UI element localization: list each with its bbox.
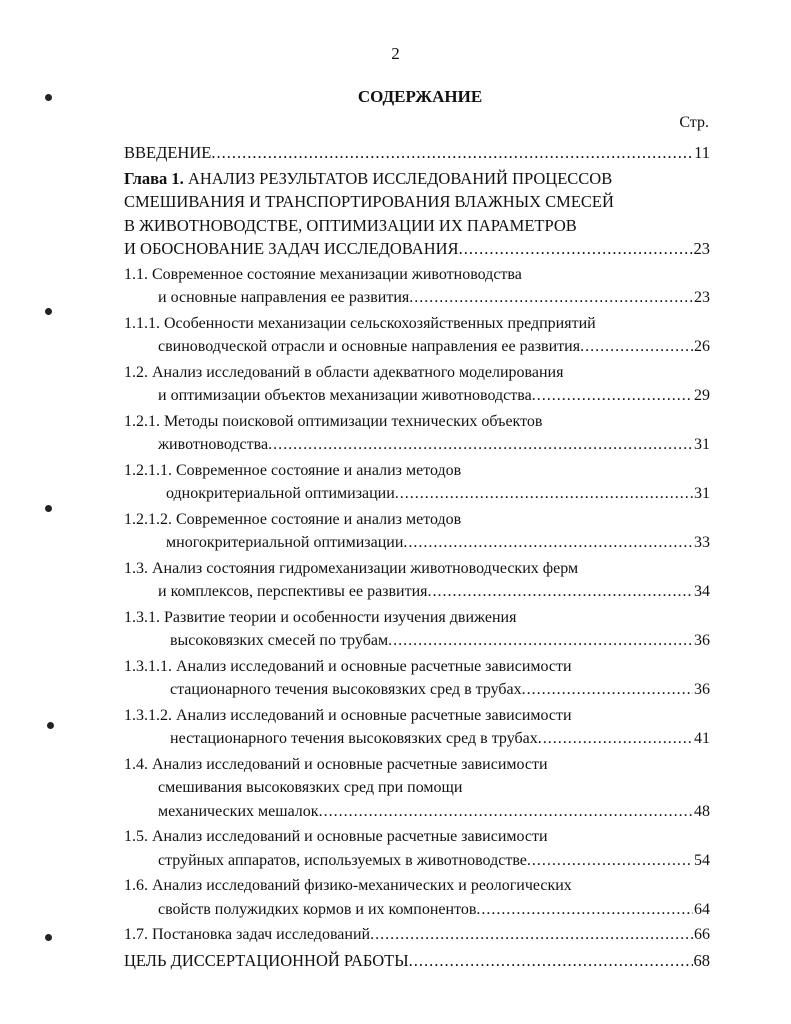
page-title: СОДЕРЖАНИЕ xyxy=(357,87,483,106)
dot-leader xyxy=(527,849,693,873)
dot-leader xyxy=(459,237,693,261)
dot-leader xyxy=(476,898,693,922)
dot-leader xyxy=(211,141,693,165)
toc-entry xyxy=(124,704,710,751)
dot-leader xyxy=(428,580,693,604)
toc-entry xyxy=(124,312,710,359)
toc-entry-text: 1.2.1.2. Современное состояние и анализ методов xyxy=(124,510,462,528)
dot-leader xyxy=(538,727,693,751)
scan-hole-mark xyxy=(45,94,52,101)
toc-page-number: 36 xyxy=(694,632,710,649)
page-number: 2 xyxy=(391,44,400,63)
toc-page-number: 36 xyxy=(694,681,710,698)
dot-leader xyxy=(319,800,693,824)
toc-entry-text: смешивания высоковязких сред при помощи xyxy=(158,779,463,796)
toc-page-number: 33 xyxy=(694,534,710,551)
toc-page-number: 41 xyxy=(694,730,710,747)
toc-entry-text xyxy=(124,169,612,188)
toc-entry xyxy=(124,141,710,165)
toc-entry-text: ВВЕДЕНИЕ xyxy=(124,143,212,162)
toc-entry-text: И ОБОСНОВАНИЕ ЗАДАЧ ИССЛЕДОВАНИЯ xyxy=(124,239,459,258)
table-of-contents xyxy=(124,141,710,974)
scan-hole-mark xyxy=(47,722,54,729)
toc-entry xyxy=(124,361,710,408)
toc-entry-text: 1.2.1. Методы поисковой оптимизации технических объектов xyxy=(124,412,543,430)
toc-page-number: 26 xyxy=(694,338,710,355)
scan-hole-mark xyxy=(45,934,52,941)
toc-entry-text: струйных аппаратов, используемых в животноводстве xyxy=(158,851,527,869)
toc-entry-text: 1.2.1.1. Современное состояние и анализ методов xyxy=(124,461,462,479)
toc-entry-text: и основные направления ее развития xyxy=(158,289,410,306)
dot-leader xyxy=(409,286,693,310)
toc-page-number: 31 xyxy=(694,485,710,502)
dot-leader xyxy=(403,531,693,555)
scan-hole-mark xyxy=(45,505,52,512)
toc-entry-text: 1.3.1.2. Анализ исследований и основные расчетные зависимости xyxy=(124,706,572,724)
toc-entry-text: 1.1.1. Особенности механизации сельскохозяйственных предприятий xyxy=(124,314,596,332)
toc-entry-text: нестационарного течения высоковязких сред в трубах xyxy=(170,730,538,747)
toc-page-number: 23 xyxy=(694,289,710,306)
toc-entry xyxy=(124,459,710,506)
toc-entry-text: 1.6. Анализ исследований физико-механических и реологических xyxy=(124,877,572,894)
toc-entry xyxy=(124,410,710,457)
scan-hole-mark xyxy=(45,308,52,315)
toc-entry xyxy=(124,263,710,310)
toc-entry-text: СМЕШИВАНИЯ И ТРАНСПОРТИРОВАНИЯ ВЛАЖНЫХ СМЕСЕЙ xyxy=(124,192,614,211)
toc-entry-text: и оптимизации объектов механизации животноводства xyxy=(158,387,532,404)
toc-entry-text: 1.3.1.1. Анализ исследований и основные расчетные зависимости xyxy=(124,657,572,675)
toc-entry xyxy=(124,557,710,604)
dot-leader xyxy=(370,923,693,947)
toc-page-number: 29 xyxy=(694,387,710,404)
toc-page-number: 64 xyxy=(694,900,710,918)
toc-entry-text: свойств полужидких кормов и их компонентов xyxy=(158,900,477,918)
toc-entry-text: высоковязких смесей по трубам xyxy=(170,632,389,649)
toc-entry-text: В ЖИВОТНОВОДСТВЕ, ОПТИМИЗАЦИИ ИХ ПАРАМЕТРОВ xyxy=(124,215,577,235)
toc-page-number: 48 xyxy=(694,802,710,820)
dot-leader xyxy=(388,629,693,653)
toc-entry-text: 1.4. Анализ исследований и основные расчетные зависимости xyxy=(124,755,548,773)
dot-leader xyxy=(395,482,693,506)
dot-leader xyxy=(532,384,693,408)
page-column-label: Стр. xyxy=(679,114,709,131)
toc-entry-text: 1.5. Анализ исследований и основные расчетные зависимости xyxy=(124,828,548,845)
toc-entry xyxy=(124,655,710,702)
toc-entry xyxy=(124,606,710,653)
toc-entry xyxy=(124,825,710,872)
toc-entry-text: механических мешалок xyxy=(158,802,319,820)
toc-entry-text: 1.7. Постановка задач исследований xyxy=(124,926,371,943)
toc-page-number: 68 xyxy=(693,950,710,970)
toc-entry xyxy=(124,753,710,824)
toc-entry xyxy=(124,508,710,555)
toc-entry xyxy=(124,949,710,973)
toc-entry-text: 1.2. Анализ исследований в области адекватного моделирования xyxy=(124,363,564,381)
toc-entry xyxy=(124,167,710,261)
toc-entry-text: ЦЕЛЬ ДИССЕРТАЦИОННОЙ РАБОТЫ xyxy=(124,950,409,970)
dot-leader xyxy=(522,678,693,702)
toc-page-number: 66 xyxy=(694,926,710,943)
toc-entry-text: многокритериальной оптимизации xyxy=(166,534,404,551)
toc-entry-text: свиноводческой отрасли и основные направления ее развития xyxy=(158,338,581,355)
toc-entry-text: однокритериальной оптимизации xyxy=(166,485,395,502)
toc-entry-text: 1.3. Анализ состояния гидромеханизации животноводческих ферм xyxy=(124,559,579,577)
toc-entry-text: и комплексов, перспективы ее развития xyxy=(158,583,428,600)
toc-page-number: 34 xyxy=(694,583,710,600)
toc-entry-text: животноводства xyxy=(158,436,269,453)
toc-page-number: 31 xyxy=(694,436,710,453)
dot-leader xyxy=(409,949,693,973)
dot-leader xyxy=(268,433,693,457)
toc-page-number: 54 xyxy=(694,851,710,869)
chapter-label: Глава 1. xyxy=(124,168,184,188)
chapter-title: АНАЛИЗ РЕЗУЛЬТАТОВ ИССЛЕДОВАНИЙ ПРОЦЕССОВ xyxy=(183,168,613,188)
toc-entry-text: стационарного течения высоковязких сред в трубах xyxy=(170,681,522,698)
toc-entry xyxy=(124,923,710,947)
toc-page-number: 23 xyxy=(693,239,710,258)
dot-leader xyxy=(580,335,693,359)
toc-page-number: 11 xyxy=(694,143,710,162)
toc-entry-text: 1.1. Современное состояние механизации животноводства xyxy=(124,265,522,283)
toc-entry xyxy=(124,874,710,921)
toc-entry-text: 1.3.1. Развитие теории и особенности изучения движения xyxy=(124,608,517,626)
